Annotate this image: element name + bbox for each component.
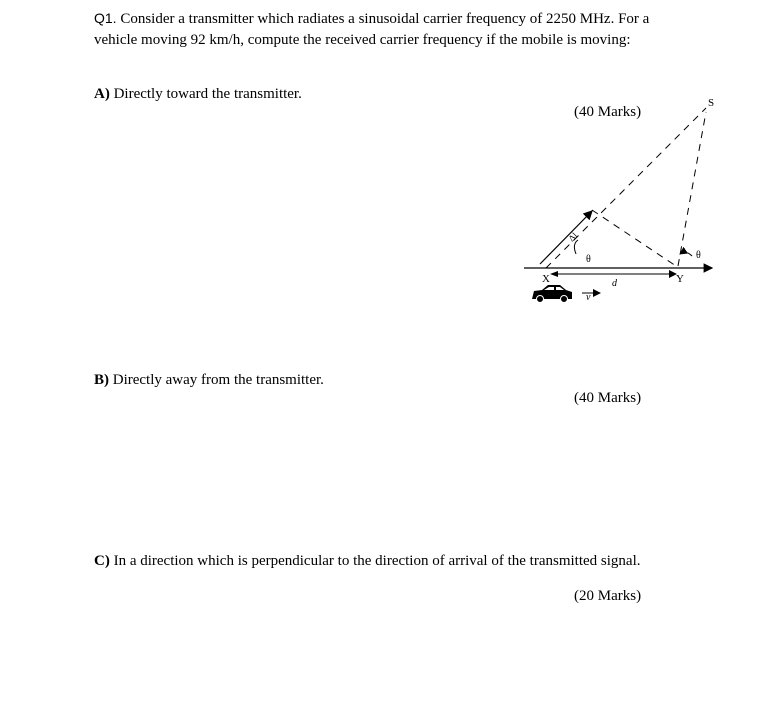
part-a-marks: (40 Marks)	[574, 104, 642, 120]
part-a	[94, 84, 302, 104]
dashed-path-x	[546, 108, 706, 268]
question-text	[94, 8, 664, 51]
question-body: Consider a transmitter which radiates a sinusoidal carrier frequency of 2250 MHz. For a vehicle moving 92 km/h, compute the received carrier frequency if the mobile is moving:	[94, 11, 650, 48]
dashed-path-y	[678, 112, 706, 266]
label-d: d	[612, 278, 617, 289]
label-delta-l: Δl	[566, 230, 580, 244]
label-y: Y	[676, 273, 684, 285]
part-c-label: C)	[94, 553, 110, 569]
path-diff-arrow	[540, 211, 592, 264]
part-c	[94, 551, 654, 571]
question-number: Q1.	[94, 10, 117, 26]
part-b-text: Directly away from the transmitter.	[112, 372, 324, 388]
part-a-label: A)	[94, 86, 110, 102]
part-c-text: In a direction which is perpendicular to the direction of arrival of the transmitted signal.	[113, 553, 641, 569]
label-x: X	[542, 273, 550, 285]
part-a-text: Directly toward the transmitter.	[113, 86, 302, 102]
doppler-diagram	[520, 94, 750, 314]
label-s: S	[708, 97, 715, 109]
label-v: v	[586, 292, 591, 303]
part-b-marks: (40 Marks)	[574, 390, 642, 406]
part-b	[94, 370, 324, 390]
part-b-label: B)	[94, 372, 109, 388]
dashed-perpendicular	[592, 210, 676, 266]
label-theta-x: θ	[586, 254, 591, 265]
part-c-marks: (20 Marks)	[574, 588, 642, 604]
label-theta-y: θ	[696, 250, 701, 261]
car-icon	[532, 285, 572, 303]
